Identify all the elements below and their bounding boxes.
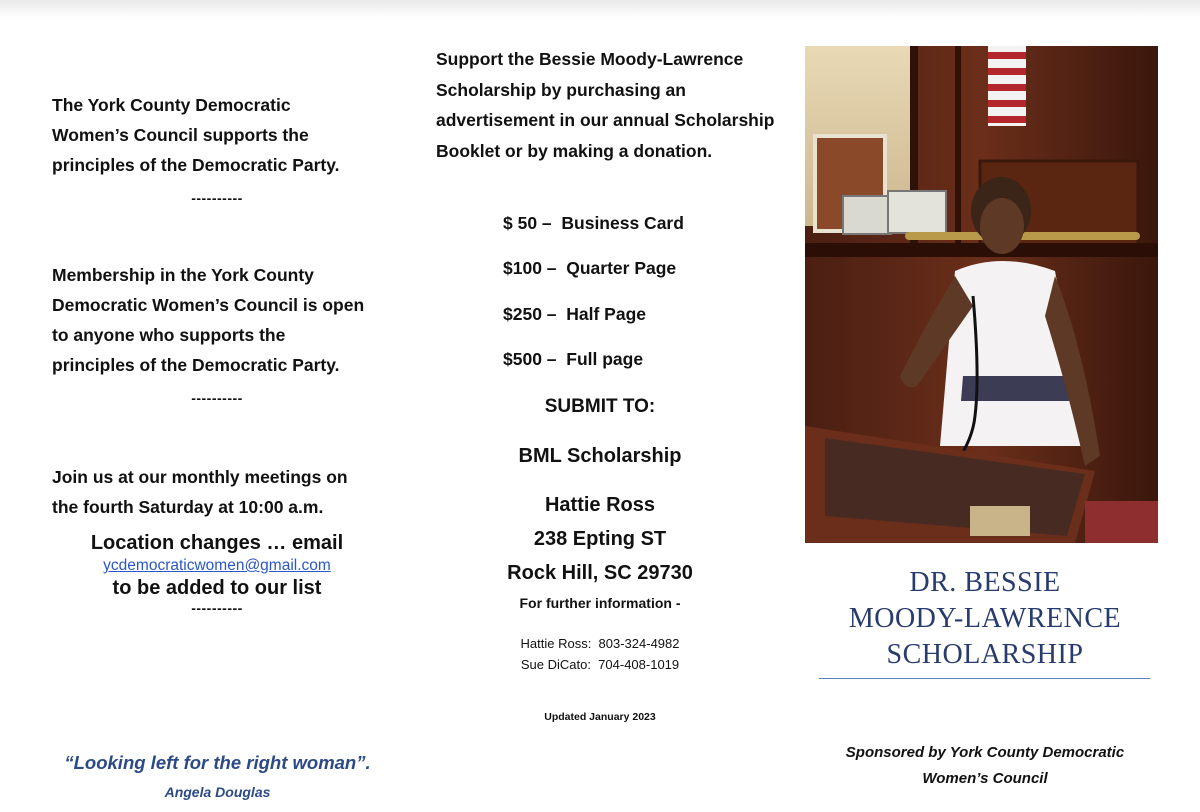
price-item: $100 – Quarter Page xyxy=(503,258,677,278)
motto-quote: “Looking left for the right woman”. xyxy=(64,752,371,773)
phone-sue: Sue DiCato: 704-408-1019 xyxy=(520,657,680,672)
scholarship-title-line2: MOODY-LAWRENCE xyxy=(848,603,1122,634)
left-column xyxy=(52,90,382,616)
contact-name: Hattie Ross xyxy=(544,494,656,516)
sponsor-line1: Sponsored by York County Democratic xyxy=(845,744,1125,761)
phone-hattie: Hattie Ross: 803-324-4982 xyxy=(520,636,680,651)
street-address: 238 Epting ST xyxy=(533,528,667,550)
membership-text: Membership in the York County Democratic Women’s Council is open to anyone who supports the principles of the Democratic Party. xyxy=(52,265,365,375)
separator: ---------- xyxy=(191,390,243,406)
scholarship-title-line1: DR. BESSIE xyxy=(909,567,1061,598)
separator: ---------- xyxy=(191,190,243,206)
price-item: $ 50 – Business Card xyxy=(503,213,684,233)
further-info: For further information - xyxy=(519,595,681,611)
submit-heading: SUBMIT TO: xyxy=(544,396,656,417)
scholarship-title-line3: SCHOLARSHIP xyxy=(886,639,1084,670)
email-link[interactable]: ycdemocraticwomen@gmail.com xyxy=(103,557,331,574)
updated-date: Updated January 2023 xyxy=(544,711,656,723)
price-item: $250 – Half Page xyxy=(503,304,646,324)
quote-author: Angela Douglas xyxy=(164,784,271,800)
portrait-illustration xyxy=(805,46,1158,543)
separator: ---------- xyxy=(191,600,243,616)
price-item: $500 – Full page xyxy=(503,349,644,369)
top-shadow xyxy=(0,0,1200,18)
location-changes: Location changes … email xyxy=(90,532,344,554)
added-to-list: to be added to our list xyxy=(112,577,322,599)
recipient: BML Scholarship xyxy=(518,445,682,467)
support-text: Support the Bessie Moody-Lawrence Scholarship by purchasing an advertisement in our annual Scholarship Booklet or by making a donation. xyxy=(436,49,775,161)
city-address: Rock Hill, SC 29730 xyxy=(507,562,693,584)
portrait-photo xyxy=(805,46,1158,543)
sponsor-line2: Women’s Council xyxy=(922,770,1048,787)
meetings-text: Join us at our monthly meetings on the fourth Saturday at 10:00 a.m. xyxy=(52,467,348,517)
intro-text: The York County Democratic Women’s Council supports the principles of the Democratic Party. xyxy=(52,95,340,175)
title-underline xyxy=(819,678,1150,679)
